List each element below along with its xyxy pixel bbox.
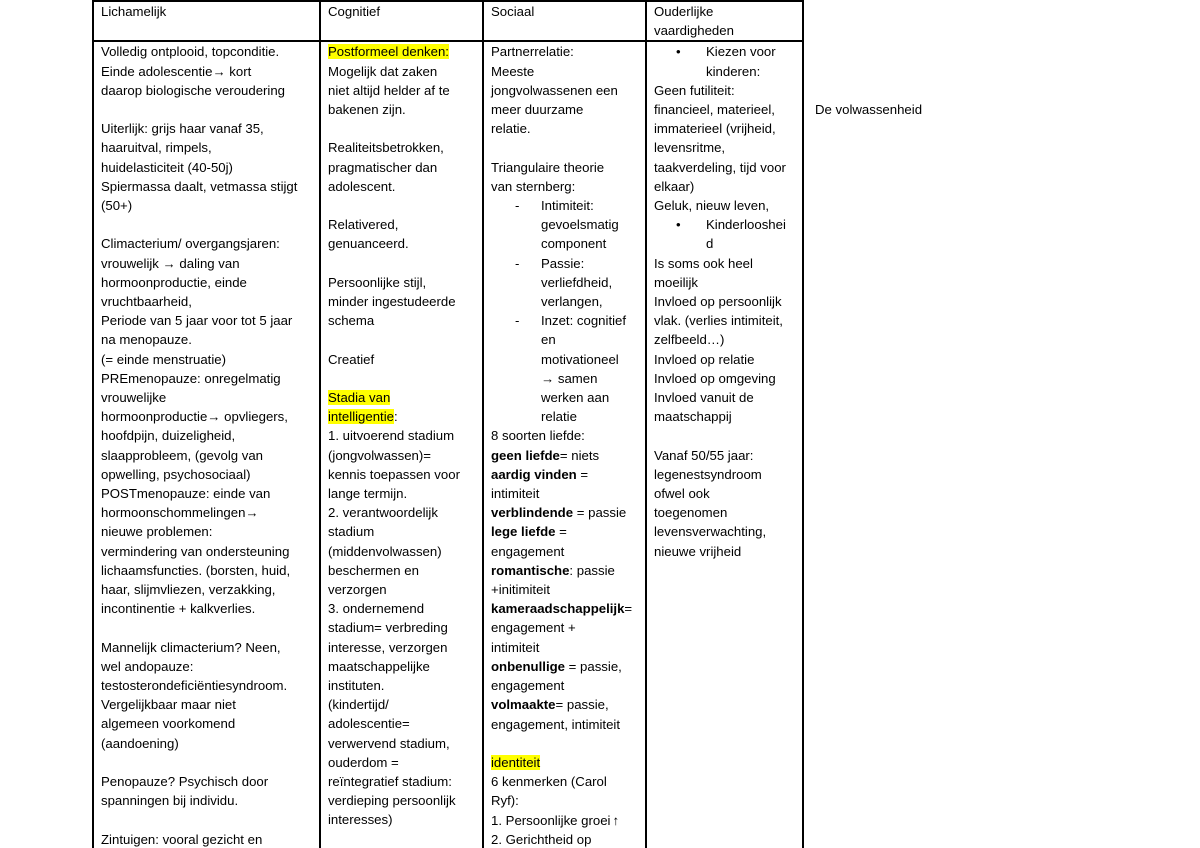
dash-marker: - bbox=[515, 198, 520, 214]
text-line: adolescentie= bbox=[328, 716, 410, 732]
spacer bbox=[101, 753, 313, 772]
love-definition: engagement bbox=[491, 543, 565, 559]
dash-text: verlangen, bbox=[541, 294, 603, 310]
text-line: verzorgen bbox=[328, 582, 387, 598]
love-type: onbenullige bbox=[491, 658, 565, 674]
text-line: financieel, materieel, bbox=[654, 102, 775, 118]
text-line: Periode van 5 jaar voor tot 5 jaar bbox=[101, 313, 293, 329]
text-line: hoofdpijn, duizeligheid, bbox=[101, 428, 236, 444]
text-line: Einde adolescentie→ kort bbox=[101, 63, 252, 79]
text-line: Zintuigen: vooral gezicht en bbox=[101, 831, 263, 847]
cell-lichamelijk bbox=[93, 41, 320, 848]
text-line: legenestsyndroom bbox=[654, 466, 762, 482]
love-definition: engagement bbox=[491, 678, 565, 694]
text-line bbox=[491, 811, 639, 830]
love-type: romantische bbox=[491, 562, 570, 578]
text-line: Is soms ook heel bbox=[654, 255, 753, 271]
text-line bbox=[491, 830, 639, 848]
text-line: (jongvolwassen)= bbox=[328, 447, 431, 463]
dash-text: Passie: bbox=[541, 255, 585, 271]
dash-item-line bbox=[491, 407, 639, 426]
text-line: Climacterium/ overgangsjaren: bbox=[101, 236, 280, 252]
spacer bbox=[328, 369, 476, 388]
spacer bbox=[101, 618, 313, 637]
love-line bbox=[491, 503, 639, 522]
dash-text: en bbox=[541, 332, 556, 348]
dash-item-line bbox=[491, 292, 639, 311]
text-line: Invloed op persoonlijk bbox=[654, 294, 782, 310]
text-line: Geluk, nieuw leven, bbox=[654, 198, 770, 214]
dash-item-line bbox=[491, 350, 639, 369]
text-line: maatschappij bbox=[654, 409, 732, 425]
text-line: niet altijd helder af te bbox=[328, 82, 450, 98]
love-definition: = passie bbox=[573, 505, 627, 521]
text-line: daarop biologische veroudering bbox=[101, 82, 286, 98]
bullet-text: Kiezen voor bbox=[706, 44, 776, 60]
text-line: huidelasticiteit (40-50j) bbox=[101, 159, 233, 175]
bullet-icon: • bbox=[676, 217, 681, 233]
love-line bbox=[491, 446, 639, 465]
love-line bbox=[491, 542, 639, 561]
text-line: 2. verantwoordelijk bbox=[328, 505, 438, 521]
spacer bbox=[328, 119, 476, 138]
text-line: maatschappelijke bbox=[328, 658, 430, 674]
text-line: zelfbeeld…) bbox=[654, 332, 725, 348]
text-line: hormoonproductie→ opvliegers, bbox=[101, 409, 288, 425]
dash-text: werken aan bbox=[541, 390, 610, 406]
text-line: minder ingestudeerde bbox=[328, 294, 456, 309]
love-type: volmaakte bbox=[491, 697, 556, 713]
dash-marker bbox=[515, 234, 541, 253]
text-line: vrouwelijke bbox=[101, 390, 167, 406]
dash-text: → samen bbox=[541, 370, 598, 386]
dash-marker bbox=[515, 369, 541, 388]
text-line bbox=[491, 791, 639, 810]
bullet-line bbox=[654, 42, 796, 61]
dash-marker bbox=[515, 407, 541, 426]
dash-item-line bbox=[491, 388, 639, 407]
header-cognitief: Cognitief bbox=[320, 1, 483, 41]
text-line: (50+) bbox=[101, 198, 133, 214]
love-type: lege liefde bbox=[491, 524, 556, 540]
text-line: 3. ondernemend bbox=[328, 601, 425, 617]
identity-text: 6 kenmerken (Carol bbox=[491, 774, 607, 790]
header-lichamelijk: Lichamelijk bbox=[93, 1, 320, 41]
dash-marker: - bbox=[515, 255, 520, 271]
dash-item-line bbox=[491, 254, 639, 273]
text-line: Creatief bbox=[328, 351, 375, 367]
text-line: slaapprobleem, (gevolg van bbox=[101, 447, 264, 463]
spacer bbox=[491, 138, 639, 157]
dash-item-line bbox=[491, 369, 639, 388]
text-line: Penopauze? Psychisch door bbox=[101, 774, 269, 790]
text-line: Spiermassa daalt, vetmassa stijgt bbox=[101, 178, 298, 194]
love-line bbox=[491, 484, 639, 503]
dash-marker bbox=[515, 330, 541, 349]
text-line: haaruitval, rimpels, bbox=[101, 140, 212, 156]
text-line: Mannelijk climacterium? Neen, bbox=[101, 639, 281, 655]
dash-text: component bbox=[541, 236, 607, 252]
text-line: Geen futiliteit: bbox=[654, 82, 735, 98]
dash-text: verliefdheid, bbox=[541, 274, 613, 290]
dash-item-line bbox=[491, 330, 639, 349]
text-line: Meeste bbox=[491, 63, 535, 79]
text-line: (aandoening) bbox=[101, 735, 179, 751]
identity-text: 1. Persoonlijke groei bbox=[491, 812, 611, 828]
dash-marker bbox=[515, 350, 541, 369]
heading-line bbox=[328, 388, 476, 407]
text-line: ouderdom = bbox=[328, 754, 399, 770]
dash-item-line bbox=[491, 311, 639, 330]
spacer bbox=[328, 196, 476, 215]
love-line bbox=[491, 580, 639, 599]
text-line: spanningen bij individu. bbox=[101, 793, 239, 809]
love-definition: : passie bbox=[569, 562, 615, 578]
dash-item-line bbox=[491, 273, 639, 292]
text-line: schema bbox=[328, 313, 375, 329]
love-definition: intimiteit bbox=[491, 639, 540, 655]
dash-marker bbox=[515, 388, 541, 407]
bullet-line bbox=[654, 62, 796, 81]
spacer bbox=[328, 254, 476, 273]
text-line: pragmatischer dan bbox=[328, 159, 438, 175]
text-line: na menopauze. bbox=[101, 332, 192, 348]
bullet-line bbox=[654, 215, 796, 253]
text-line: verwervend stadium, bbox=[328, 735, 450, 751]
love-type: kameraadschappelijk bbox=[491, 601, 625, 617]
love-type: geen liefde bbox=[491, 447, 560, 463]
dash-marker bbox=[515, 215, 541, 234]
love-definition: = niets bbox=[559, 447, 600, 463]
text-line: testosterondeficiëntiesyndroom. bbox=[101, 678, 288, 694]
text-line: (middenvolwassen) bbox=[328, 543, 442, 559]
text-line: immaterieel (vrijheid, bbox=[654, 121, 776, 137]
love-definition: = bbox=[555, 524, 567, 540]
content-row bbox=[93, 41, 803, 848]
cell-cognitief bbox=[320, 41, 483, 848]
text-line: levensverwachting, bbox=[654, 524, 767, 540]
text-line: elkaar) bbox=[654, 178, 695, 194]
text-line: vlak. (verlies intimiteit, bbox=[654, 313, 783, 329]
text-line: Relativered, bbox=[328, 217, 399, 233]
dash-text: relatie bbox=[541, 409, 577, 425]
heading-line bbox=[328, 407, 476, 426]
text-line: moeilijk bbox=[654, 274, 698, 290]
text-line: (= einde menstruatie) bbox=[101, 351, 226, 367]
text-line: Invloed op relatie bbox=[654, 351, 755, 367]
love-definition: = bbox=[624, 601, 633, 617]
text-line: ofwel ook bbox=[654, 486, 710, 502]
text-line: van sternberg: bbox=[491, 178, 576, 194]
text-line: vruchtbaarheid, bbox=[101, 294, 192, 310]
heading-line bbox=[491, 753, 639, 772]
dash-text: Inzet: cognitief bbox=[541, 313, 627, 329]
header-ouderlijke-vaardigheden: Ouderlijke vaardigheden bbox=[646, 1, 803, 41]
text-line: Volledig ontplooid, topconditie. bbox=[101, 44, 280, 60]
text-line: opwelling, psychosociaal) bbox=[101, 466, 251, 482]
love-line bbox=[491, 657, 639, 676]
header-row bbox=[93, 1, 803, 41]
text-line: algemeen voorkomend bbox=[101, 716, 236, 732]
text-line: wel andopauze: bbox=[101, 658, 194, 674]
header-sociaal: Sociaal bbox=[483, 1, 646, 41]
heading-postformeel: Postformeel denken: bbox=[328, 44, 449, 60]
dash-item-line bbox=[491, 196, 639, 215]
spacer bbox=[101, 215, 313, 234]
love-title: 8 soorten liefde: bbox=[491, 428, 585, 444]
text-line: POSTmenopauze: einde van bbox=[101, 486, 271, 502]
text-line bbox=[491, 772, 639, 791]
text-line: toegenomen bbox=[654, 505, 728, 521]
dash-marker: - bbox=[515, 313, 520, 329]
heading-identiteit: identiteit bbox=[491, 754, 541, 770]
text-line: jongvolwassenen een bbox=[491, 82, 618, 98]
text-line: meer duurzame bbox=[491, 102, 584, 118]
love-line bbox=[491, 618, 639, 637]
love-definition: = passie, bbox=[555, 697, 609, 713]
love-line bbox=[491, 715, 639, 734]
text-line: nieuwe problemen: bbox=[101, 524, 213, 540]
text-line: reïntegratief stadium: bbox=[328, 774, 452, 790]
love-definition: = passie, bbox=[565, 658, 622, 674]
love-definition: engagement + bbox=[491, 620, 576, 636]
development-table bbox=[92, 0, 804, 848]
spacer bbox=[101, 100, 313, 119]
dash-text: gevoelsmatig bbox=[541, 217, 619, 233]
love-line bbox=[491, 561, 639, 580]
text-line: genuanceerd. bbox=[328, 236, 409, 252]
dash-item-line bbox=[491, 234, 639, 253]
love-definition: intimiteit bbox=[491, 486, 540, 502]
text-line: Invloed op omgeving bbox=[654, 370, 776, 386]
side-label: De volwassenheid bbox=[815, 102, 923, 117]
text-line: nieuwe vrijheid bbox=[654, 543, 742, 559]
heading-line bbox=[328, 42, 476, 61]
dash-marker bbox=[515, 273, 541, 292]
text-line: levensritme, bbox=[654, 140, 726, 156]
love-line bbox=[491, 695, 639, 714]
spacer bbox=[101, 810, 313, 829]
love-definition: = bbox=[576, 466, 589, 482]
text-line: stadium bbox=[328, 524, 375, 540]
text-line: Persoonlijke stijl, bbox=[328, 274, 427, 290]
text-line: Vergelijkbaar maar niet bbox=[101, 697, 236, 713]
text-line: interesse, verzorgen bbox=[328, 639, 448, 655]
text-line: kennis toepassen voor bbox=[328, 466, 460, 482]
love-line bbox=[491, 465, 639, 484]
heading-intelligentie: intelligentie bbox=[328, 409, 394, 425]
love-type: verblindende bbox=[491, 505, 574, 521]
identity-text: 2. Gerichtheid op bbox=[491, 831, 592, 847]
text-line: (kindertijd/ bbox=[328, 697, 389, 713]
text-line: beschermen en bbox=[328, 562, 419, 578]
text-line: haar, slijmvliezen, verzakking, bbox=[101, 582, 276, 598]
text-line: incontinentie + kalkverlies. bbox=[101, 601, 256, 617]
love-definition: engagement, intimiteit bbox=[491, 716, 621, 732]
text-line: hormoonproductie, einde bbox=[101, 274, 247, 290]
text-line: hormoonschommelingen→ bbox=[101, 505, 259, 521]
bullet-text: kinderen: bbox=[706, 63, 761, 79]
dash-item-line bbox=[491, 215, 639, 234]
bullet-icon bbox=[676, 62, 706, 81]
love-type: aardig vinden bbox=[491, 466, 577, 482]
text-line: Uiterlijk: grijs haar vanaf 35, bbox=[101, 121, 264, 137]
text-line: Mogelijk dat zaken bbox=[328, 63, 438, 79]
dash-text: Intimiteit: bbox=[541, 198, 594, 214]
bullet-icon: • bbox=[676, 44, 681, 60]
love-line bbox=[491, 676, 639, 695]
text-line: bakenen zijn. bbox=[328, 102, 406, 118]
text-line: verdieping persoonlijk bbox=[328, 793, 456, 809]
text-line: adolescent. bbox=[328, 178, 396, 194]
bullet-text: Kinderloosheid bbox=[706, 217, 786, 252]
text-line: Vanaf 50/55 jaar: bbox=[654, 447, 754, 463]
love-line bbox=[491, 599, 639, 618]
text-line: relatie. bbox=[491, 121, 531, 137]
text-line: vrouwelijk → daling van bbox=[101, 255, 240, 271]
spacer bbox=[491, 734, 639, 753]
identity-text: Ryf): bbox=[491, 793, 519, 809]
arrow-up-icon: ↑ bbox=[612, 812, 620, 828]
text-line: 1. uitvoerend stadium bbox=[328, 428, 455, 444]
text-line: stadium= verbreding bbox=[328, 620, 448, 636]
text-line: Partnerrelatie: bbox=[491, 44, 574, 60]
text-line: taakverdeling, tijd voor bbox=[654, 159, 786, 175]
text-line: interesses) bbox=[328, 812, 393, 828]
text-line: Triangulaire theorie bbox=[491, 159, 605, 175]
love-definition: +initimiteit bbox=[491, 582, 550, 598]
dash-text: motivationeel bbox=[541, 351, 619, 367]
text-line: lange termijn. bbox=[328, 486, 408, 501]
text-line: Realiteitsbetrokken, bbox=[328, 140, 444, 156]
text-line: instituten. bbox=[328, 678, 385, 694]
love-line bbox=[491, 522, 639, 541]
love-line bbox=[491, 638, 639, 657]
colon: : bbox=[393, 409, 398, 425]
dash-marker bbox=[515, 292, 541, 311]
text-line: Invloed vanuit de bbox=[654, 390, 754, 406]
text-line: PREmenopauze: onregelmatig bbox=[101, 370, 281, 386]
spacer bbox=[328, 330, 476, 349]
cell-sociaal bbox=[483, 41, 646, 848]
spacer bbox=[654, 426, 796, 445]
cell-ouderlijke-vaardigheden bbox=[646, 41, 803, 848]
text-line: lichaamsfuncties. (borsten, huid, bbox=[101, 562, 291, 578]
text-line: vermindering van ondersteuning bbox=[101, 543, 290, 559]
heading-stadia: Stadia van bbox=[328, 389, 391, 405]
